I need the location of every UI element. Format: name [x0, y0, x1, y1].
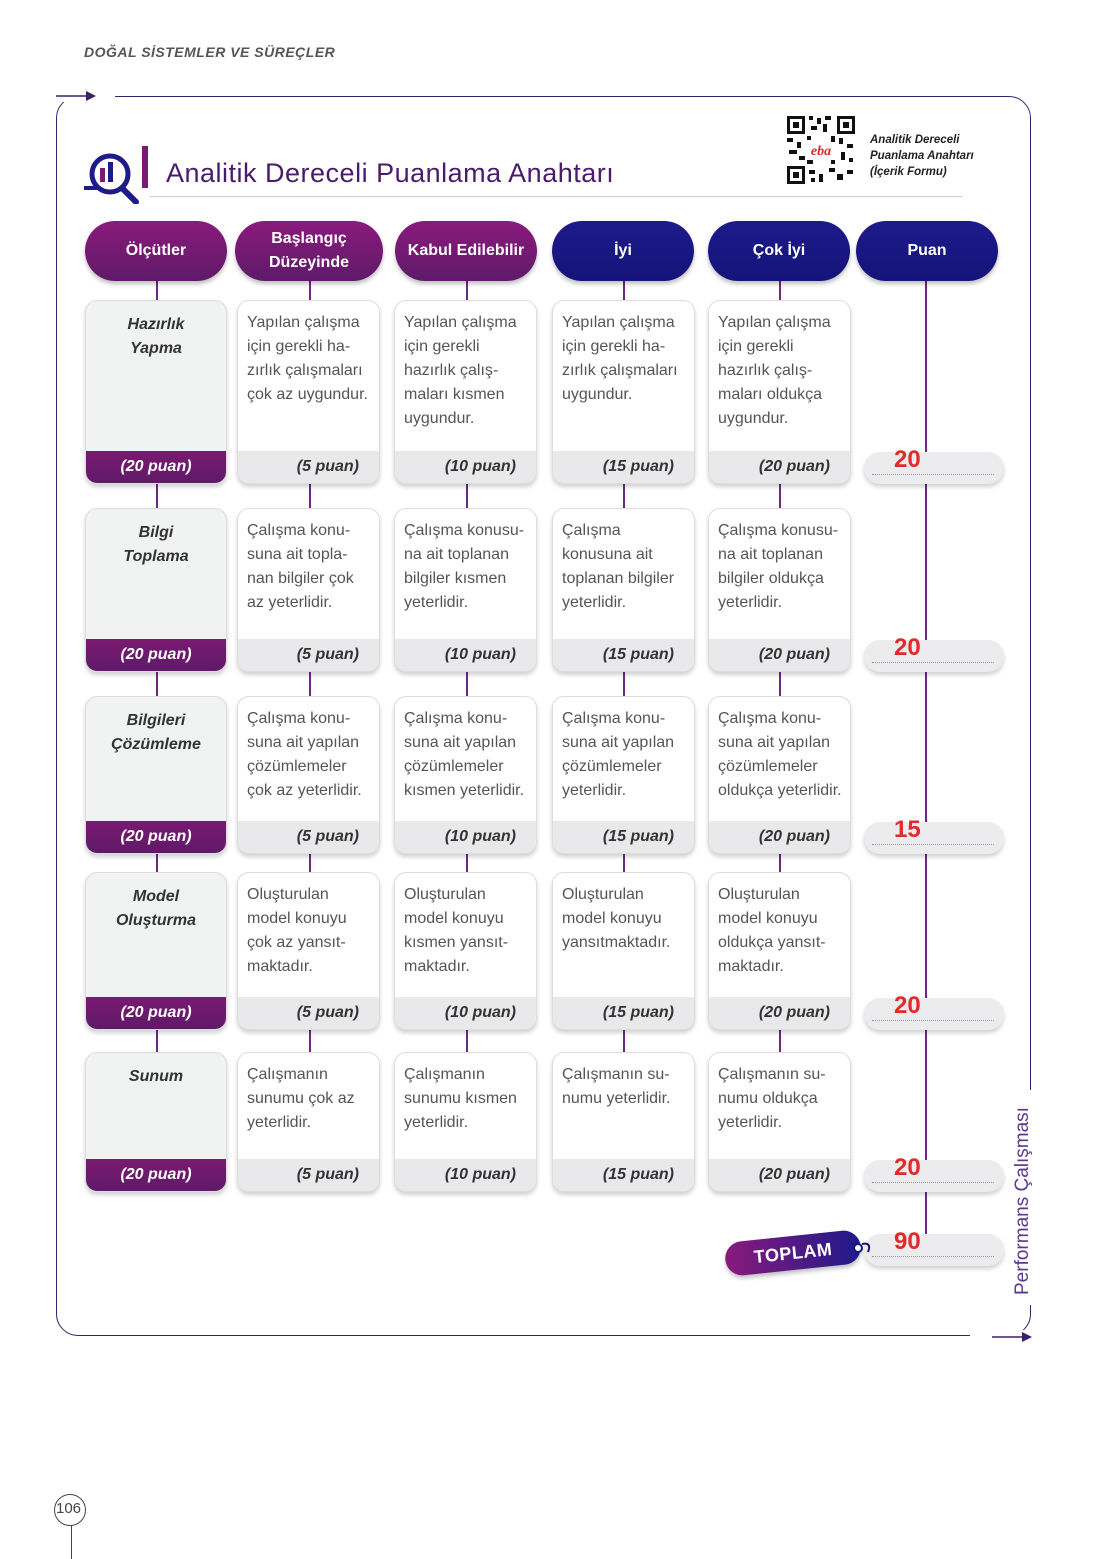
level-description: Çalışmanın sunumu kısmen yeterlidir. — [404, 1066, 517, 1131]
criterion-name: Model Oluşturma — [115, 888, 196, 929]
criterion-card — [85, 872, 227, 1030]
level-points: (15 puan) — [553, 997, 694, 1029]
column-header: Çok İyi — [708, 221, 850, 281]
level-card — [394, 696, 537, 854]
level-points: (10 puan) — [395, 1159, 536, 1191]
level-description: Oluşturulan model konuyu çok az yansıt- maktadır. — [247, 886, 347, 975]
level-points: (15 puan) — [553, 821, 694, 853]
arrow-right-icon — [992, 1331, 1032, 1343]
level-points: (20 puan) — [709, 1159, 850, 1191]
qr-code-icon[interactable] — [785, 114, 857, 186]
score-value: 15 — [894, 816, 921, 843]
level-points: (20 puan) — [709, 997, 850, 1029]
level-description: Yapılan çalışma için gerekli ha- zırlık çalışmaları uygundur. — [562, 314, 678, 403]
level-card — [237, 300, 380, 484]
level-points: (15 puan) — [553, 1159, 694, 1191]
column-header: Ölçütler — [85, 221, 227, 281]
level-points: (20 puan) — [709, 821, 850, 853]
level-points: (5 puan) — [238, 639, 379, 671]
score-value: 20 — [894, 1154, 921, 1181]
level-points: (10 puan) — [395, 451, 536, 483]
page-title: Analitik Dereceli Puanlama Anahtarı — [166, 158, 615, 188]
level-description: Çalışmanın su- numu oldukça yeterlidir. — [718, 1066, 826, 1131]
level-points: (5 puan) — [238, 821, 379, 853]
criterion-name: Sunum — [128, 1068, 184, 1085]
total-label: TOPLAM — [724, 1229, 863, 1277]
level-description: Yapılan çalışma için gerekli hazırlık çalış- maları kısmen uygundur. — [404, 314, 517, 427]
tag-ring-icon — [850, 1238, 874, 1258]
level-card — [552, 508, 695, 672]
qr-caption: Analitik Dereceli Puanlama Anahtarı (İçerik Formu) — [870, 134, 974, 178]
criterion-name: Bilgi Toplama — [123, 524, 189, 565]
criterion-name: Bilgileri Çözümleme — [111, 712, 201, 753]
criterion-points: (20 puan) — [86, 639, 226, 671]
level-card — [708, 1052, 851, 1192]
level-description: Oluşturulan model konuyu yansıtmaktadır. — [562, 886, 671, 951]
level-points: (15 puan) — [553, 639, 694, 671]
level-points: (15 puan) — [553, 451, 694, 483]
criterion-card — [85, 508, 227, 672]
level-card — [552, 696, 695, 854]
level-description: Çalışma konusuna ait toplanan bilgiler yeterlidir. — [562, 522, 675, 611]
score-field[interactable] — [864, 1154, 1004, 1192]
level-card — [394, 508, 537, 672]
criterion-points: (20 puan) — [86, 1159, 226, 1191]
level-card — [552, 300, 695, 484]
level-description: Çalışmanın su- numu yeterlidir. — [562, 1066, 671, 1107]
criterion-card — [85, 300, 227, 484]
level-description: Yapılan çalışma için gerekli hazırlık çalış- maları oldukça uygundur. — [718, 314, 831, 427]
criterion-name: Hazırlık Yapma — [127, 316, 185, 357]
column-header: Başlangıç Düzeyinde — [235, 221, 383, 281]
level-points: (5 puan) — [238, 997, 379, 1029]
column-header: Kabul Edilebilir — [395, 221, 537, 281]
level-points: (10 puan) — [395, 997, 536, 1029]
level-card — [708, 508, 851, 672]
score-field[interactable] — [864, 634, 1004, 672]
level-description: Çalışma konu- suna ait topla- nan bilgiler çok az yeterlidir. — [247, 522, 354, 611]
score-field[interactable] — [864, 816, 1004, 854]
level-points: (5 puan) — [238, 451, 379, 483]
arrow-right-icon — [56, 90, 96, 102]
level-description: Çalışma konu- suna ait yapılan çözümlemeler kısmen yeterlidir. — [404, 710, 525, 799]
level-description: Çalışma konu- suna ait yapılan çözümlemeler yeterlidir. — [562, 710, 675, 799]
level-card — [237, 508, 380, 672]
level-description: Oluşturulan model konuyu oldukça yansıt- maktadır. — [718, 886, 826, 975]
level-description: Çalışma konu- suna ait yapılan çözümlemeler çok az yeterlidir. — [247, 710, 362, 799]
magnifier-chart-icon — [84, 146, 152, 204]
level-points: (10 puan) — [395, 821, 536, 853]
level-card — [394, 1052, 537, 1192]
level-card — [394, 872, 537, 1030]
svg-text:eba: eba — [810, 144, 832, 159]
level-card — [708, 300, 851, 484]
level-points: (10 puan) — [395, 639, 536, 671]
page-number: 106 — [56, 1500, 82, 1517]
criterion-card — [85, 696, 227, 854]
level-description: Yapılan çalışma için gerekli ha- zırlık çalışmaları çok az uygundur. — [247, 314, 368, 403]
total-score-value: 90 — [894, 1228, 921, 1255]
level-card — [708, 872, 851, 1030]
criterion-points: (20 puan) — [86, 451, 226, 483]
criterion-points: (20 puan) — [86, 997, 226, 1029]
connector-line — [925, 280, 927, 1240]
level-points: (5 puan) — [238, 1159, 379, 1191]
level-points: (20 puan) — [709, 639, 850, 671]
level-card — [708, 696, 851, 854]
section-title: DOĞAL SİSTEMLER VE SÜREÇLER — [84, 44, 336, 60]
total-score-field[interactable] — [864, 1228, 1004, 1266]
level-card — [237, 1052, 380, 1192]
column-header: Puan — [856, 221, 998, 281]
level-points: (20 puan) — [709, 451, 850, 483]
score-value: 20 — [894, 634, 921, 661]
score-field[interactable] — [864, 446, 1004, 484]
level-description: Çalışma konusu- na ait toplanan bilgiler kısmen yeterlidir. — [404, 522, 525, 611]
level-description: Çalışmanın sunumu çok az yeterlidir. — [247, 1066, 355, 1131]
criterion-card — [85, 1052, 227, 1192]
level-card — [552, 1052, 695, 1192]
score-field[interactable] — [864, 992, 1004, 1030]
level-card — [237, 872, 380, 1030]
level-description: Çalışma konu- suna ait yapılan çözümlemeler oldukça yeterlidir. — [718, 710, 842, 799]
criterion-points: (20 puan) — [86, 821, 226, 853]
column-header: İyi — [552, 221, 694, 281]
level-card — [394, 300, 537, 484]
level-description: Çalışma konusu- na ait toplanan bilgiler oldukça yeterlidir. — [718, 522, 839, 611]
level-card — [237, 696, 380, 854]
level-description: Oluşturulan model konuyu kısmen yansıt- maktadır. — [404, 886, 509, 975]
side-label: Performans Çalışması — [1012, 1107, 1033, 1295]
score-value: 20 — [894, 992, 921, 1019]
level-card — [552, 872, 695, 1030]
score-value: 20 — [894, 446, 921, 473]
divider — [150, 196, 962, 197]
